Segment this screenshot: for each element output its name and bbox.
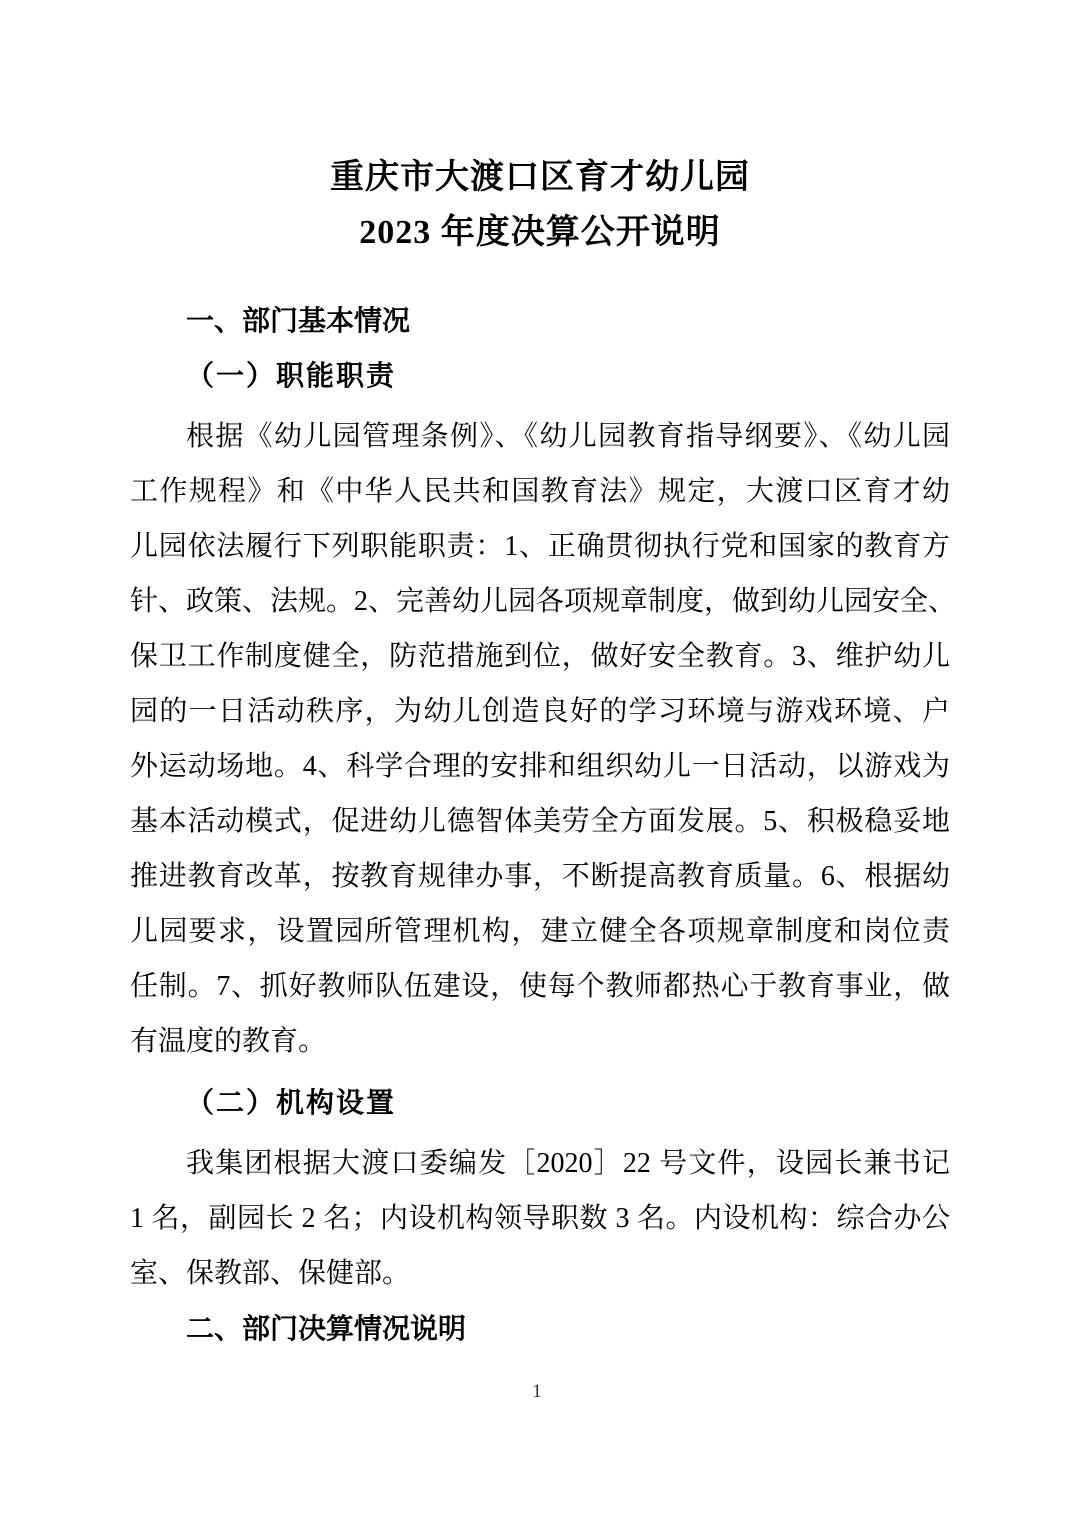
section-heading-final-accounts: 二、部门决算情况说明 bbox=[186, 1313, 467, 1344]
page-number: 1 bbox=[532, 1381, 542, 1402]
text-line: 基本活动模式，促进幼儿德智体美劳全方面发展。5、积极稳妥地 bbox=[130, 806, 950, 837]
paragraph-functions bbox=[130, 409, 957, 1069]
text-line: 1 名，副园长 2 名；内设机构领导职数 3 名。内设机构：综合办公 bbox=[130, 1203, 950, 1234]
text-line: 园的一日活动秩序，为幼儿创造良好的学习环境与游戏环境、户 bbox=[130, 696, 950, 727]
text-line: 有温度的教育。 bbox=[130, 1026, 327, 1057]
document-subtitle: 2023 年度决算公开说明 bbox=[359, 214, 721, 251]
text-line: 根据《幼儿园管理条例》、《幼儿园教育指导纲要》、《幼儿园 bbox=[186, 421, 950, 452]
text-line: 室、保教部、保健部。 bbox=[130, 1258, 411, 1289]
text-line: 儿园依法履行下列职能职责：1、正确贯彻执行党和国家的教育方 bbox=[130, 531, 950, 562]
text-line: 儿园要求，设置园所管理机构，建立健全各项规章制度和岗位责 bbox=[130, 916, 950, 947]
text-line: 针、政策、法规。2、完善幼儿园各项规章制度，做到幼儿园安全、 bbox=[130, 586, 957, 617]
text-line: 推进教育改革，按教育规律办事，不断提高教育质量。6、根据幼 bbox=[130, 861, 950, 892]
text-line: 任制。7、抓好教师队伍建设，使每个教师都热心于教育事业，做 bbox=[130, 971, 950, 1002]
text-line: 保卫工作制度健全，防范措施到位，做好安全教育。3、维护幼儿 bbox=[130, 641, 950, 672]
text-line: 我集团根据大渡口委编发［2020］22 号文件，设园长兼书记 bbox=[186, 1148, 950, 1179]
paragraph-organization bbox=[130, 1136, 950, 1301]
section-heading-basic-info: 一、部门基本情况 bbox=[186, 305, 411, 336]
text-line: 外运动场地。4、科学合理的安排和组织幼儿一日活动，以游戏为 bbox=[130, 751, 950, 782]
document-title: 重庆市大渡口区育才幼儿园 bbox=[330, 159, 750, 196]
document-content bbox=[130, 0, 957, 1357]
text-line: 工作规程》和《中华人民共和国教育法》规定，大渡口区育才幼 bbox=[130, 476, 950, 507]
subsection-heading-functions: （一）职能职责 bbox=[186, 361, 397, 392]
subsection-heading-organization: （二）机构设置 bbox=[186, 1088, 397, 1119]
